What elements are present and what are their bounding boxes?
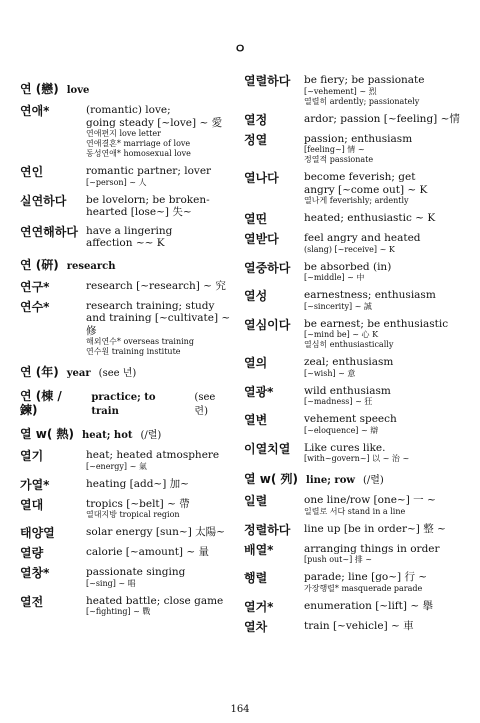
entry-headword: 정렬하다 <box>244 522 291 537</box>
entry-example: [~vehement] ~ 烈 <box>304 86 377 96</box>
page-number: 164 <box>230 704 250 715</box>
entry-headword: 열차 <box>244 619 268 634</box>
entry-definitions <box>304 600 468 614</box>
entry-definition: solar energy [sun~] 太陽~ <box>86 526 225 538</box>
dictionary-entry <box>244 543 468 566</box>
entry-example: 연수원 training institute <box>86 347 181 356</box>
entry-definitions <box>86 194 232 219</box>
entry-definition: enumeration [~lift] ~ 擧 <box>304 599 433 612</box>
dictionary-entry <box>244 413 468 436</box>
dictionary-entry <box>20 104 232 159</box>
entry-definitions <box>86 225 232 250</box>
entry-example: 열렬히 ardently; passionately <box>304 96 420 106</box>
section-cross-reference: (see 련) <box>194 392 216 417</box>
entry-definitions <box>304 232 468 255</box>
entry-example: 정열적 passionate <box>304 155 374 164</box>
dictionary-entry <box>20 595 232 618</box>
entry-definition: zeal; enthusiasm <box>304 356 394 368</box>
entry-definitions <box>304 442 468 465</box>
entry-definitions <box>86 526 232 540</box>
dictionary-entry <box>244 318 468 351</box>
entry-headword: 열받다 <box>244 232 279 246</box>
dictionary-entry <box>20 280 232 294</box>
entry-definition: research [~research] ~ 究 <box>86 279 226 292</box>
entry-headword: 정열 <box>244 132 268 147</box>
entry-example: 일렬로 서다 stand in a line <box>304 506 406 516</box>
entry-definitions <box>86 280 232 294</box>
entry-definition: have a lingering <box>86 224 173 237</box>
section-heading <box>20 365 232 381</box>
entry-definition: heated battle; close game <box>86 594 224 607</box>
entry-definitions <box>304 494 468 517</box>
entry-definitions <box>304 523 468 537</box>
entry-example: [~madness] ~ 狂 <box>304 397 373 406</box>
entry-definitions <box>304 571 468 594</box>
entry-definition: vehement speech <box>304 413 397 425</box>
entry-definitions <box>86 595 232 618</box>
section-heading <box>20 82 232 98</box>
entry-headword: 열심이다 <box>244 317 291 332</box>
dictionary-entry <box>20 165 232 188</box>
dictionary-entry <box>20 498 232 521</box>
entry-example: 열대지방 tropical region <box>86 510 180 519</box>
entry-definitions <box>304 289 468 312</box>
entry-definitions <box>304 318 468 351</box>
entry-definition: Like cures like. <box>304 441 386 454</box>
entry-definitions <box>86 498 232 521</box>
entry-example: [~wish] ~ 意 <box>304 368 356 378</box>
entry-definition: earnestness; enthusiasm <box>304 289 436 301</box>
entry-definition: research training; study <box>86 299 215 312</box>
entry-definition: feel angry and heated <box>304 232 421 244</box>
entry-definition: calorie [~amount] ~ 量 <box>86 546 209 558</box>
dictionary-entry <box>244 133 468 166</box>
dictionary-entry <box>244 571 468 594</box>
section-heading <box>20 258 232 274</box>
section-cross-reference: (/렬) <box>140 430 162 441</box>
entry-headword: 열의 <box>244 356 268 370</box>
section-gloss: year <box>66 368 91 379</box>
entry-definitions <box>304 171 468 206</box>
dictionary-entry <box>244 442 468 465</box>
entry-definitions <box>304 133 468 166</box>
entry-headword: 태양열 <box>20 526 55 540</box>
section-gloss: line; row <box>306 475 355 486</box>
section-headword: 열 w( 熱) <box>20 427 75 441</box>
dictionary-entry <box>20 478 232 492</box>
dictionary-entry <box>20 449 232 472</box>
entry-definition: parade; line [go~] 行 ~ <box>304 571 428 583</box>
entry-headword: 열광* <box>244 384 274 399</box>
dictionary-entry <box>244 261 468 284</box>
entry-headword: 열거* <box>244 599 274 614</box>
entry-definition: passion; enthusiasm <box>304 132 413 145</box>
dictionary-entry <box>244 494 468 517</box>
section-heading <box>20 427 232 443</box>
entry-headword: 이열치열 <box>244 441 291 456</box>
entry-definition: heating [add~] 加~ <box>86 477 189 490</box>
entry-definition: heat; heated atmosphere <box>86 449 220 461</box>
entry-definitions <box>304 543 468 566</box>
entry-definition: going steady [~love] ~ 愛 <box>86 116 223 129</box>
entry-headword: 배열* <box>244 542 274 557</box>
entry-definition: be earnest; be enthusiastic <box>304 317 449 330</box>
entry-definitions <box>304 413 468 436</box>
entry-example: [~sincerity] ~ 誠 <box>304 301 372 311</box>
entry-definition: hearted [lose~] 失~ <box>86 206 192 218</box>
section-cross-reference: (/렬) <box>362 475 384 486</box>
section-heading <box>20 389 232 419</box>
section-headword: 연 (棟 / 鍊) <box>20 389 62 417</box>
entry-headword: 열성 <box>244 289 268 303</box>
entry-definition: be fiery; be passionate <box>304 74 425 86</box>
entry-definitions <box>304 385 468 408</box>
entry-definition: be lovelorn; be broken- <box>86 193 210 206</box>
entry-definitions <box>86 478 232 492</box>
entry-definition: angry [~come out] ~ K <box>304 183 428 196</box>
entry-definition: tropics [~belt] ~ 帶 <box>86 497 190 510</box>
entry-example: 연애편지 love letter <box>86 129 161 138</box>
entry-example: [~middle] ~ 中 <box>304 273 365 282</box>
entry-headword: 행렬 <box>244 571 268 585</box>
entry-definitions <box>304 261 468 284</box>
entry-definitions <box>86 546 232 560</box>
entry-definitions <box>86 566 232 589</box>
dictionary-entry <box>244 356 468 379</box>
section-gloss: research <box>66 260 116 272</box>
entry-example: 열심히 enthusiastically <box>304 340 394 349</box>
section-headword: 열 w( 列) <box>244 472 299 486</box>
entry-example: [~person] ~ 人 <box>86 177 147 187</box>
entry-definition: and training [~cultivate] ~ 修 <box>86 312 231 337</box>
section-gloss: love <box>66 85 90 96</box>
entry-definitions <box>304 212 468 226</box>
dictionary-entry <box>20 526 232 540</box>
dictionary-entry <box>244 289 468 312</box>
entry-definition: one line/row [one~] 一 ~ <box>304 494 436 506</box>
entry-definition: line up [be in order~] 整 ~ <box>304 522 446 535</box>
entry-definition: heated; enthusiastic ~ K <box>304 212 436 224</box>
section-headword: 연 (戀) <box>20 82 59 96</box>
dictionary-entry <box>244 523 468 537</box>
entry-headword: 열기 <box>20 449 44 463</box>
entry-definition: become feverish; get <box>304 171 416 183</box>
entry-definition: ardor; passion [~feeling] ~情 <box>304 112 460 125</box>
dictionary-entry <box>244 620 468 634</box>
entry-example: [with~govern~] 以 ~ 治 ~ <box>304 454 410 463</box>
entry-definition: affection ~~ K <box>86 237 165 249</box>
entry-example: [~sing] ~ 唱 <box>86 578 136 588</box>
dictionary-entry <box>244 385 468 408</box>
dictionary-entry <box>20 546 232 560</box>
entry-headword: 실연하다 <box>20 193 67 208</box>
entry-definitions <box>304 113 468 127</box>
entry-example: 연애결혼* marriage of love <box>86 139 191 148</box>
entry-headword: 연인 <box>20 165 44 179</box>
dictionary-entry <box>244 74 468 107</box>
entry-definitions <box>304 620 468 634</box>
entry-definitions <box>86 449 232 472</box>
entry-example: [~eloquence] ~ 辯 <box>304 425 379 435</box>
entry-definition: passionate singing <box>86 566 186 578</box>
entry-headword: 열창* <box>20 566 50 580</box>
entry-example: 열나게 feverishly; ardently <box>304 196 409 205</box>
dictionary-entry <box>20 225 232 250</box>
entry-headword: 연구* <box>20 279 50 294</box>
entry-headword: 연수* <box>20 299 50 314</box>
entry-headword: 열렬하다 <box>244 74 291 88</box>
section-gloss: heat; hot <box>82 430 133 441</box>
dictionary-entry <box>244 600 468 614</box>
page-header: ㅇ <box>233 42 247 57</box>
section-headword: 연 (年) <box>20 365 59 379</box>
dictionary-entry <box>20 566 232 589</box>
section-heading <box>244 472 468 488</box>
dictionary-entry <box>244 113 468 127</box>
entry-example: 동성연애* homosexual love <box>86 149 191 158</box>
entry-definition: be absorbed (in) <box>304 260 392 273</box>
entry-example: 가장행렬* masquerade parade <box>304 583 423 593</box>
entry-definitions <box>304 356 468 379</box>
entry-definition: arranging things in order <box>304 542 440 555</box>
entry-headword: 열대 <box>20 497 44 512</box>
entry-headword: 열량 <box>20 546 44 560</box>
entry-definition: romantic partner; lover <box>86 165 212 177</box>
dictionary-entry <box>244 171 468 206</box>
entry-definition: (romantic) love; <box>86 104 171 116</box>
entry-headword: 열나다 <box>244 171 279 185</box>
entry-definitions <box>86 165 232 188</box>
dictionary-entry <box>244 212 468 226</box>
entry-headword: 열변 <box>244 413 268 427</box>
entry-headword: 가열* <box>20 477 50 492</box>
entry-example: [~fighting] ~ 戰 <box>86 607 151 616</box>
entry-example: [feeling~] 情 ~ <box>304 145 365 154</box>
dictionary-entry <box>20 300 232 358</box>
entry-headword: 열전 <box>20 594 44 609</box>
entry-definition: wild enthusiasm <box>304 384 391 397</box>
dictionary-entry <box>20 194 232 219</box>
entry-headword: 연연해하다 <box>20 224 78 239</box>
section-headword: 연 (硏) <box>20 257 59 272</box>
entry-example: (slang) [~receive] ~ K <box>304 244 395 254</box>
right-column <box>244 74 468 640</box>
entry-example: [~mind be] ~ 心 K <box>304 330 379 339</box>
entry-headword: 연애* <box>20 104 50 118</box>
left-column <box>20 74 232 623</box>
entry-definition: train [~vehicle] ~ 車 <box>304 619 414 632</box>
section-cross-reference: (see 년) <box>98 368 137 379</box>
entry-example: [push out~] 排 ~ <box>304 555 372 564</box>
entry-headword: 일렬 <box>244 494 268 508</box>
entry-example: 해외연수* overseas training <box>86 337 194 346</box>
section-gloss: practice; to train <box>91 392 156 417</box>
entry-example: [~energy] ~ 氣 <box>86 461 147 471</box>
dictionary-entry <box>244 232 468 255</box>
entry-headword: 열정 <box>244 112 268 127</box>
entry-definitions <box>304 74 468 107</box>
entry-definitions <box>86 104 232 159</box>
entry-headword: 열띤 <box>244 212 268 226</box>
entry-headword: 열중하다 <box>244 260 291 275</box>
entry-definitions <box>86 300 232 358</box>
